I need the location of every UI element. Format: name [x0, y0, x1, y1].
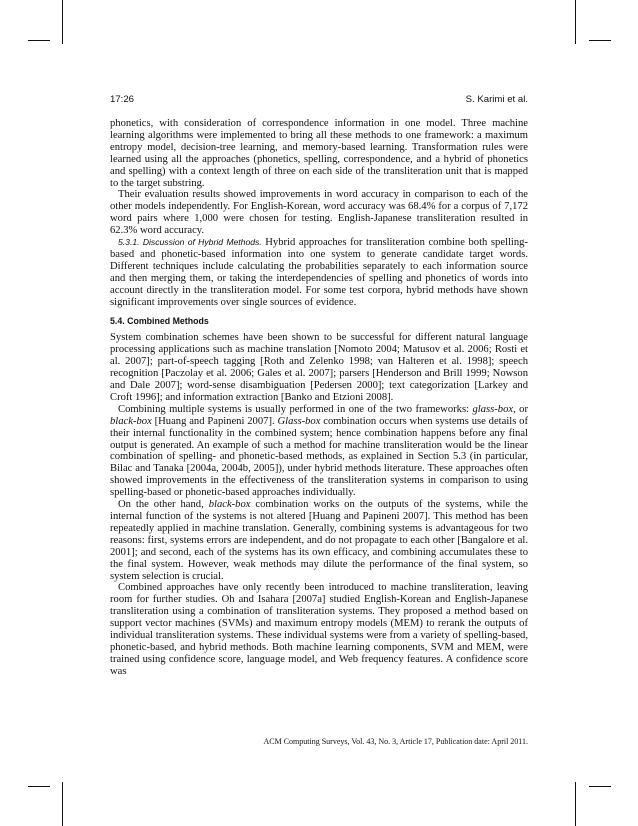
crop-mark-top-left	[62, 0, 63, 44]
running-head-authors: S. Karimi et al.	[465, 94, 528, 105]
subsection-title: 5.3.1. Discussion of Hybrid Methods.	[118, 237, 262, 248]
crop-mark-left-top	[28, 40, 50, 41]
p5-term-glass-box: glass-box	[472, 403, 514, 415]
running-header	[110, 94, 528, 108]
p5-text-a: Combining multiple systems is usually performed in one of the two frameworks:	[118, 403, 473, 415]
paragraph-6	[110, 499, 528, 582]
crop-mark-left-bottom	[28, 786, 50, 787]
crop-mark-right-top	[589, 40, 611, 41]
article-body	[110, 118, 528, 678]
page-number: 17:26	[110, 94, 135, 105]
p5-text-e: [Huang and Papineni 2007].	[151, 415, 278, 427]
paragraph-7: Combined approaches have only recently been introduced to machine transliteration, leaving room for further studies. Oh and Isahara [2007a] studied English-Korean and English-Japanese transliteration using a combination of transliteration systems. They proposed a method based on support vector machines (SVMs) and maximum entropy models (MEM) to rerank the outputs of individual transliteration systems. These individual systems were from a variety of spelling-based, phonetic-based, and hybrid methods. Both machine learning components, SVM and MEM, were trained using confidence score, language model, and Web frequency features. A confidence score was	[110, 582, 528, 677]
paragraph-4: System combination schemes have been shown to be successful for different natural language processing applications such as machine translation [Nomoto 2004; Matusov et al. 2006; Rosti et al. 2007]; part-of-speech tagging [Roth and Zelenko 1998; van Halteren et al. 1998]; speech recognition [Paczolay et al. 2006; Gales et al. 2007]; parsers [Henderson and Brill 1999; Nowson and Dale 2007]; word-sense disambiguation [Pedersen 2000]; text categorization [Larkey and Croft 1996]; and information extraction [Banko and Etzioni 2008].	[110, 332, 528, 403]
p5-text-c: , or	[513, 403, 529, 415]
subsection-text: Hybrid approaches for transliteration combine both spelling-based and phonetic-based information into one system to generate candidate target words. Different techniques include calculating the probabilities separately to each information source and then merging them, or taking the interdependencies of spelling and phonetics of words into account directly in the transliteration model. For some test corpora, hybrid methods have shown significant improvements over single sources of evidence.	[110, 237, 528, 308]
crop-mark-bottom-right	[575, 782, 576, 826]
crop-mark-bottom-left	[62, 782, 63, 826]
p5-text-g: combination occurs when systems use details of their internal functionality in the combined system; hence combination happens before any final output is generated. An example of such a method for machine transliteration would be the linear combination of spelling- and phonetic-based methods, as explained in Section 5.3 (in particular, Bilac and Tanaka [2004a, 2004b, 2005]), under hybrid methods literature. These approaches often showed improvements in the effectiveness of the transliteration systems in comparison to using spelling-based or phonetic-based approaches individually.	[110, 415, 529, 499]
p5-term-glass-box-2: Glass-box	[277, 415, 321, 427]
crop-mark-top-right	[575, 0, 576, 44]
section-title: 5.4. Combined Methods	[110, 315, 209, 326]
journal-footer: ACM Computing Surveys, Vol. 43, No. 3, Article 17, Publication date: April 2011.	[263, 737, 528, 746]
paragraph-5	[110, 404, 528, 499]
p6-term-black-box: black-box	[208, 499, 251, 511]
p6-text-c: combination works on the outputs of the systems, while the internal function of the systems is not altered [Huang and Papineni 2007]. This method has been repeatedly applied in machine translation. Generally, combining systems is advantageous for two reasons: first, systems errors are independent, and do not propagate to each other [Bangalore et al. 2001]; and second, each of the systems has its own efficacy, and combining accumulates these to the final system. However, weak methods may dilute the performance of the final system, so system selection is crucial.	[110, 499, 528, 582]
paragraph-1: phonetics, with consideration of correspondence information in one model. Three machine learning algorithms were implemented to bring all these methods to one framework: a maximum entropy model, decision-tree learning, and memory-based learning. Transformation rules were learned using all the approaches (phonetics, spelling, correspondence, and a hybrid of phonetics and spelling) with a context length of three on each side of the transliteration unit that is mapped to the target substring.	[110, 118, 528, 189]
subsection-hybrid-discussion	[110, 237, 528, 308]
paragraph-2: Their evaluation results showed improvements in word accuracy in comparison to each of the other models independently. For English-Korean, word accuracy was 68.4% for a corpus of 7,172 word pairs where 1,000 were chosen for testing. English-Japanese transliteration resulted in 62.3% word accuracy.	[110, 189, 528, 237]
p5-term-black-box: black-box	[110, 415, 152, 427]
crop-mark-right-bottom	[589, 786, 611, 787]
p6-text-a: On the other hand,	[118, 499, 209, 511]
